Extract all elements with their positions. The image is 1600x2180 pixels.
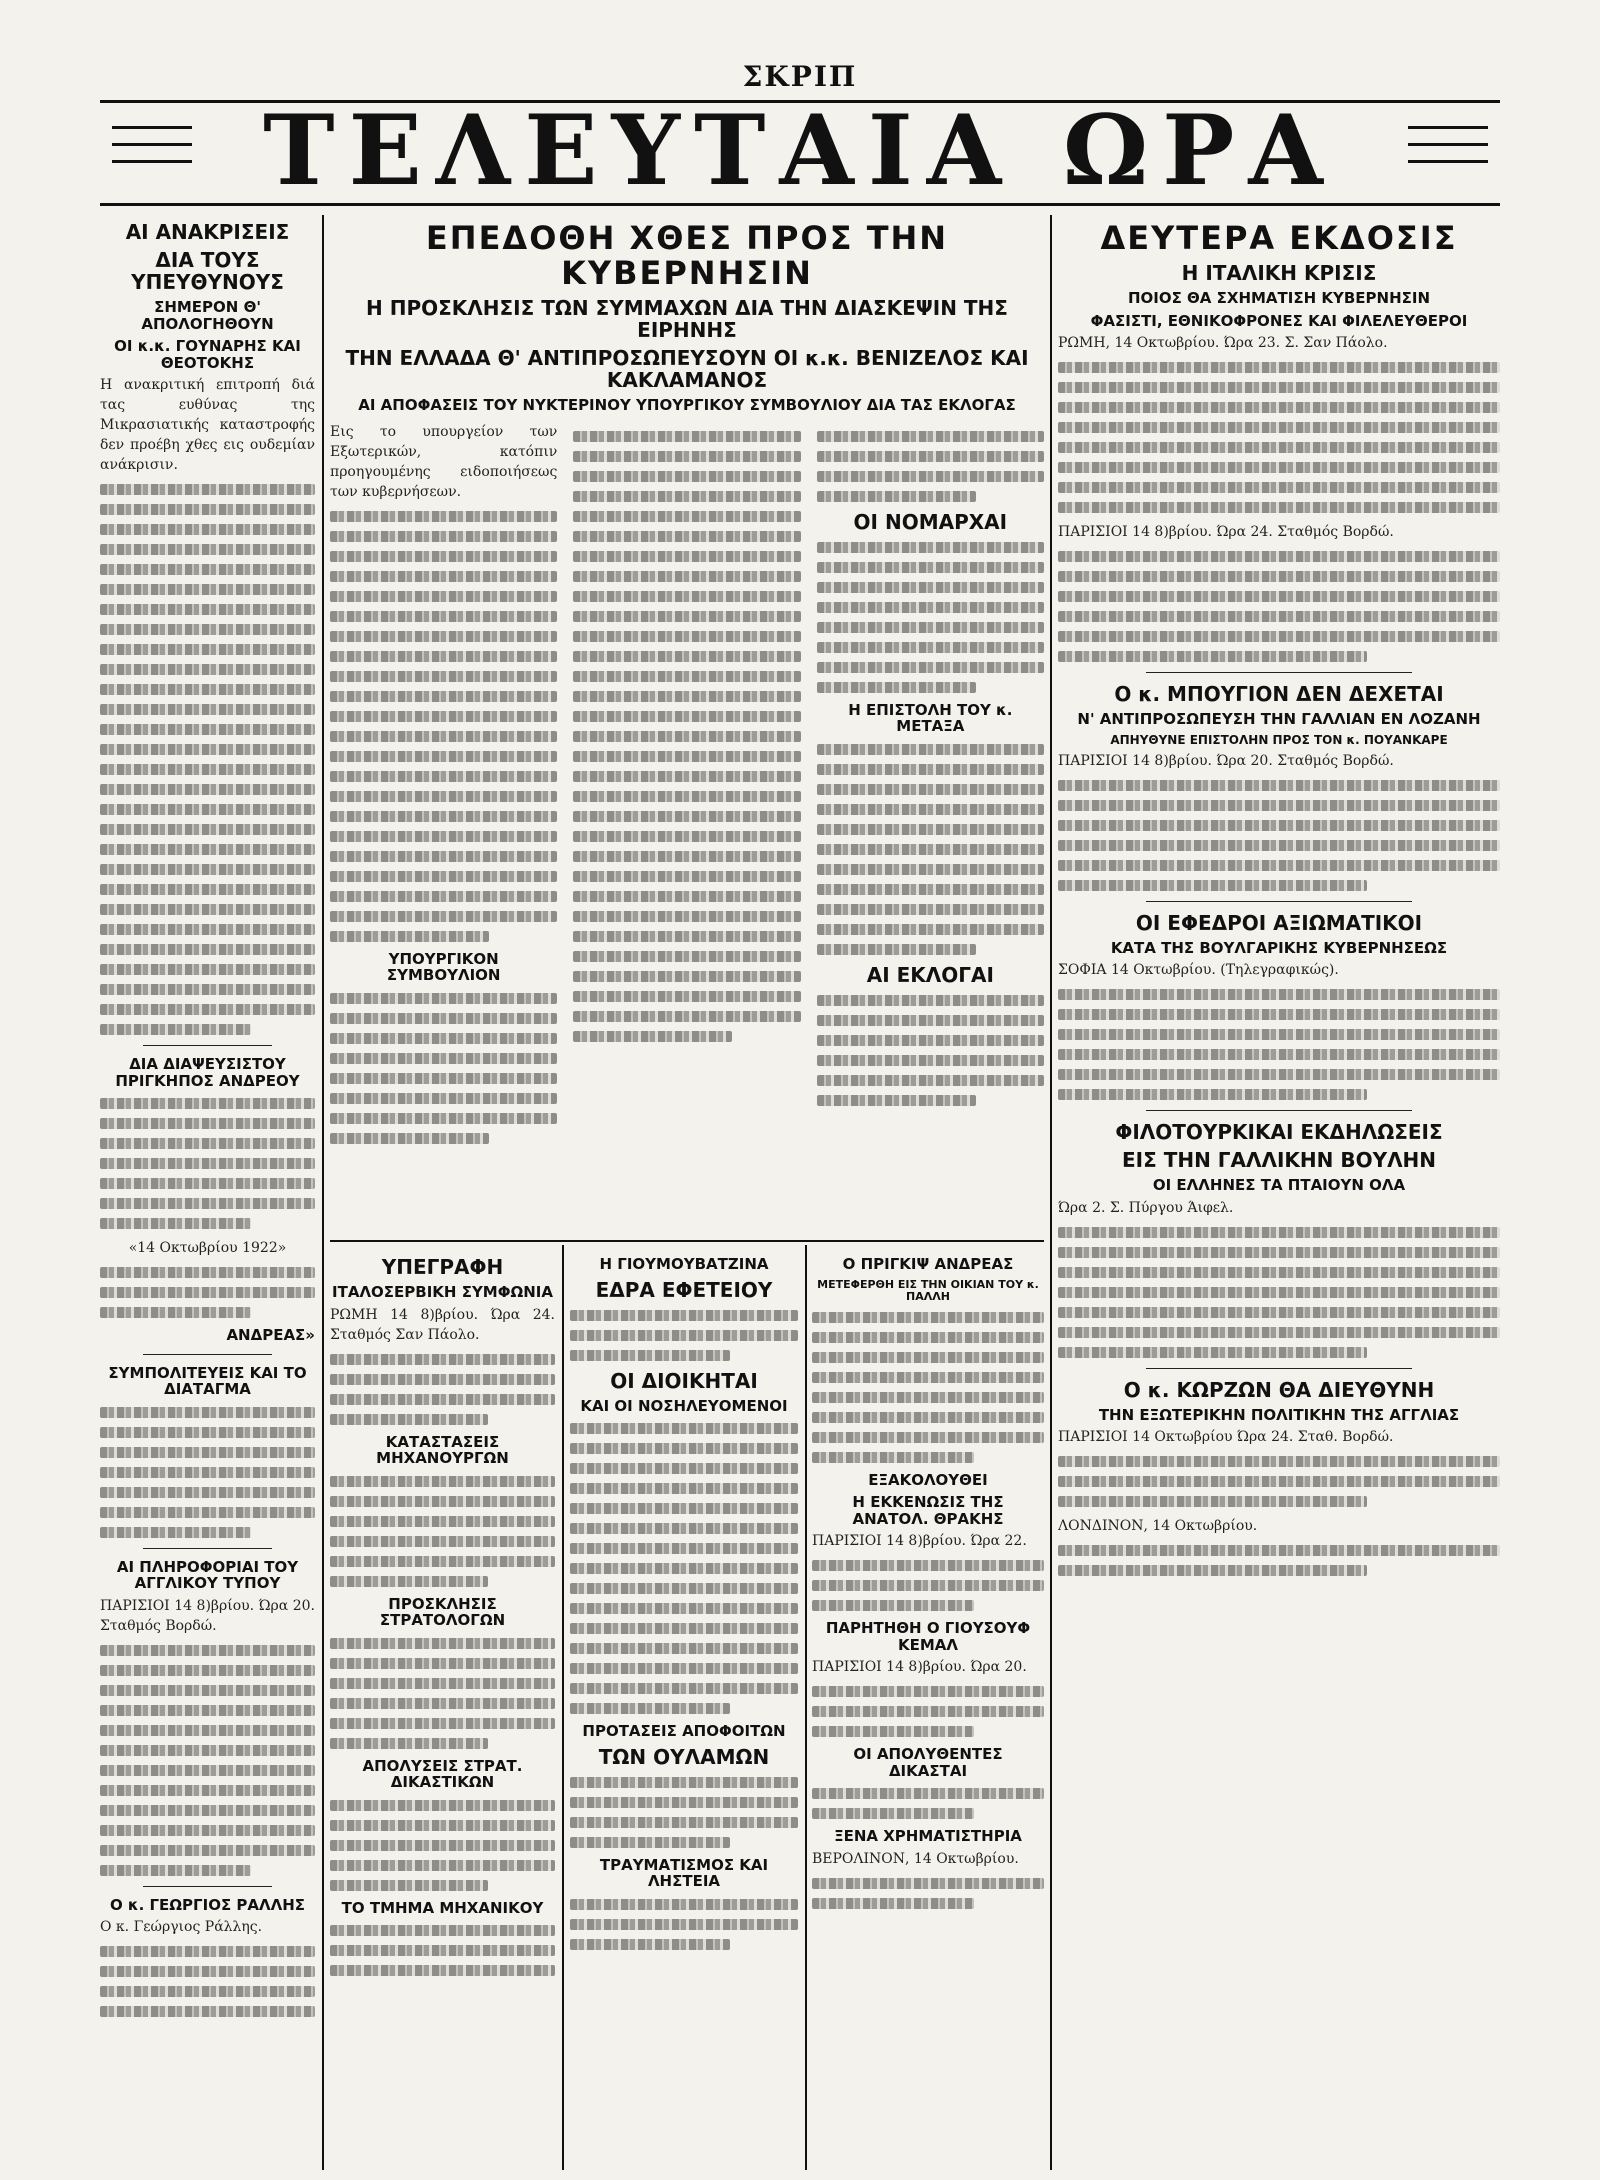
headline: Η ΓΙΟΥΜΟΥΒΑΤΖΙΝΑ <box>599 1255 769 1273</box>
headline: ΥΠΕΓΡΑΦΗ <box>381 1255 504 1279</box>
column-center-upper <box>330 215 1044 1235</box>
article-text: ΣΟΦΙΑ 14 Οκτωβρίου. (Τηλεγραφικώς). <box>1058 962 1339 979</box>
dateline: «14 Οκτωβρίου 1922» <box>128 1240 287 1256</box>
headline: ΤΗΝ ΕΛΛΑΔΑ Θ' ΑΝΤΙΠΡΟΣΩΠΕΥΣΟΥΝ ΟΙ κ.κ. ΒΕΝΙΖΕΛΟΣ ΚΑΙ ΚΑΚΛΑΜΑΝΟΣ <box>345 346 1029 393</box>
headline: ΕΙΣ ΤΗΝ ΓΑΛΛΙΚΗΝ ΒΟΥΛΗΝ <box>1121 1148 1437 1173</box>
article-text: ΠΑΡΙΣΙΟΙ 14 8)βρίου. Ώρα 24. Σταθμός Βορδώ. <box>1058 524 1394 541</box>
article-text: Ο κ. Γεώργιος Ράλλης. <box>100 1919 263 1935</box>
headline: ΕΞΑΚΟΛΟΥΘΕΙ <box>868 1470 988 1489</box>
headline: ΠΑΡΗΤΗΘΗ Ο ΓΙΟΥΣΟΥΦ ΚΕΜΑΛ <box>825 1619 1031 1654</box>
headline: ΕΔΡΑ ΕΦΕΤΕΙΟΥ <box>595 1277 773 1302</box>
column-lower-a <box>330 1250 555 2170</box>
article-text: ΠΑΡΙΣΙΟΙ 14 8)βρίου. Ώρα 20. Σταθμός Βορδώ. <box>1058 752 1394 769</box>
headline: Ο κ. ΚΩΡΖΩΝ ΘΑ ΔΙΕΥΘΥΝΗ <box>1123 1377 1435 1402</box>
column-right <box>1058 215 1500 2170</box>
article-text: ΛΟΝΔΙΝΟΝ, 14 Οκτωβρίου. <box>1058 1518 1258 1535</box>
article-text: Η ανακριτική επιτροπή διά τας ευθύνας της Μικρασιατικής καταστροφής δεν προέβη χθες εις ουδεμίαν ανάκρισιν. <box>100 377 315 473</box>
headline: ΚΑΙ ΟΙ ΝΟΣΗΛΕΥΟΜΕΝΟΙ <box>580 1396 788 1415</box>
headline: ΤΟ ΤΜΗΜΑ ΜΗΧΑΝΙΚΟΥ <box>341 1898 544 1917</box>
subheadline: ΑΠΗΥΘΥΝΕ ΕΠΙΣΤΟΛΗΝ ΠΡΟΣ ΤΟΝ κ. ΠΟΥΑΝΚΑΡΕ <box>1110 732 1448 747</box>
headline: ΑΠΟΛΥΣΕΙΣ ΣΤΡΑΤ. ΔΙΚΑΣΤΙΚΩΝ <box>362 1756 523 1791</box>
headline: ΠΡΟΤΑΣΕΙΣ ΑΠΟΦΟΙΤΩΝ <box>582 1722 786 1740</box>
article-text: Ώρα 2. Σ. Πύργου Άιφελ. <box>1058 1199 1234 1216</box>
headline: ΔΙΑ ΤΟΥΣ ΥΠΕΥΘΥΝΟΥΣ <box>131 248 284 294</box>
headline: ΚΑΤΑ ΤΗΣ ΒΟΥΛΓΑΡΙΚΗΣ ΚΥΒΕΡΝΗΣΕΩΣ <box>1110 938 1448 957</box>
masthead-ornament-right <box>1408 112 1488 188</box>
headline: ΙΤΑΛΟΣΕΡΒΙΚΗ ΣΥΜΦΩΝΙΑ <box>332 1283 553 1301</box>
section-divider <box>330 1240 1044 1242</box>
headline: Η ΕΚΚΕΝΩΣΙΣ ΤΗΣ ΑΝΑΤΟΛ. ΘΡΑΚΗΣ <box>852 1493 1004 1528</box>
article-text: ΡΩΜΗ, 14 Οκτωβρίου. Ώρα 23. Σ. Σαν Πάολο. <box>1058 335 1388 352</box>
headline: ΤΗΝ ΕΞΩΤΕΡΙΚΗΝ ΠΟΛΙΤΙΚΗΝ ΤΗΣ ΑΓΓΛΙΑΣ <box>1098 1405 1460 1424</box>
column-divider <box>322 215 324 2170</box>
article-text: ΠΑΡΙΣΙΟΙ 14 8)βρίου. Ώρα 20. Σταθμός Βορδώ. <box>100 1597 315 1634</box>
headline: ΠΟΙΟΣ ΘΑ ΣΧΗΜΑΤΙΣΗ ΚΥΒΕΡΝΗΣΙΝ <box>1127 289 1431 308</box>
headline: ΕΠΕΔΟΘΗ ΧΘΕΣ ΠΡΟΣ ΤΗΝ ΚΥΒΕΡΝΗΣΙΝ <box>425 219 949 293</box>
headline: ΟΙ ΑΠΟΛΥΘΕΝΤΕΣ ΔΙΚΑΣΤΑΙ <box>853 1745 1003 1780</box>
headline: ΤΩΝ ΟΥΛΑΜΩΝ <box>598 1744 770 1769</box>
headline: ΑΙ ΠΛΗΡΟΦΟΡΙΑΙ ΤΟΥ ΑΓΓΛΙΚΟΥ ΤΥΠΟΥ <box>116 1557 299 1592</box>
column-divider <box>805 1245 807 2170</box>
headline: Η ΙΤΑΛΙΚΗ ΚΡΙΣΙΣ <box>1181 261 1377 286</box>
headline: Η ΠΡΟΣΚΛΗΣΙΣ ΤΩΝ ΣΥΜΜΑΧΩΝ ΔΙΑ ΤΗΝ ΔΙΑΣΚΕΨΙΝ ΤΗΣ ΕΙΡΗΝΗΣ <box>366 296 1008 343</box>
article-text: Εις το υπουργείον των Εξωτερικών, κατόπιν προηγουμένης ειδοποιήσεως των κυβερνήσεων. <box>330 423 558 500</box>
headline: ΥΠΟΥΡΓΙΚΟΝ ΣΥΜΒΟΥΛΙΟΝ <box>386 949 501 985</box>
headline: ΟΙ ΕΛΛΗΝΕΣ ΤΑ ΠΤΑΙΟΥΝ ΟΛΑ <box>1152 1176 1406 1195</box>
headline: ΠΡΟΣΚΛΗΣΙΣ ΣΤΡΑΤΟΛΟΓΩΝ <box>379 1594 506 1629</box>
subheadline: ΜΕΤΕΦΕΡΘΗ ΕΙΣ ΤΗΝ ΟΙΚΙΑΝ ΤΟΥ κ. ΠΑΛΛΗ <box>817 1277 1039 1303</box>
column-divider <box>1050 215 1052 2170</box>
headline: ΦΙΛΟΤΟΥΡΚΙΚΑΙ ΕΚΔΗΛΩΣΕΙΣ <box>1115 1120 1443 1145</box>
headline: ΔΕΥΤΕΡΑ ΕΚΔΟΣΙΣ <box>1100 219 1458 257</box>
page-number: ΣΚΡΙΠ <box>742 60 858 93</box>
article-text: ΡΩΜΗ 14 8)βρίου. Ώρα 24. Σταθμός Σαν Πάολο. <box>330 1306 555 1343</box>
headline: Ο κ. ΓΕΩΡΓΙΟΣ ΡΑΛΛΗΣ <box>109 1895 306 1914</box>
headline: ΤΡΑΥΜΑΤΙΣΜΟΣ ΚΑΙ ΛΗΣΤΕΙΑ <box>599 1855 769 1890</box>
article-text: ΠΑΡΙΣΙΟΙ 14 8)βρίου. Ώρα 22. <box>812 1533 1027 1550</box>
masthead-title: ΤΕΛΕΥΤΑΙΑ ΩΡΑ <box>263 94 1337 207</box>
headline: ΟΙ ΔΙΟΙΚΗΤΑΙ <box>610 1368 758 1393</box>
headline: ΟΙ ΝΟΜΑΡΧΑΙ <box>853 509 1008 534</box>
subheadline: ΑΙ ΑΠΟΦΑΣΕΙΣ ΤΟΥ ΝΥΚΤΕΡΙΝΟΥ ΥΠΟΥΡΓΙΚΟΥ ΣΥΜΒΟΥΛΙΟΥ ΔΙΑ ΤΑΣ ΕΚΛΟΓΑΣ <box>358 396 1016 415</box>
headline: ΞΕΝΑ ΧΡΗΜΑΤΙΣΤΗΡΙΑ <box>834 1827 1022 1846</box>
headline: Ο κ. ΜΠΟΥΓΙΟΝ ΔΕΝ ΔΕΧΕΤΑΙ <box>1114 682 1444 707</box>
column-lower-c <box>812 1250 1044 2170</box>
article-text: ΠΑΡΙΣΙΟΙ 14 Οκτωβρίου Ώρα 24. Σταθ. Βορδώ. <box>1058 1429 1394 1446</box>
headline: ΣΥΜΠΟΛΙΤΕΥΕΙΣ ΚΑΙ ΤΟ ΔΙΑΤΑΓΜΑ <box>108 1363 307 1398</box>
headline: ΚΑΤΑΣΤΑΣΕΙΣ ΜΗΧΑΝΟΥΡΓΩΝ <box>376 1432 509 1467</box>
headline: ΑΙ ΕΚΛΟΓΑΙ <box>866 962 994 987</box>
subheadline: ΣΗΜΕΡΟΝ Θ' ΑΠΟΛΟΓΗΘΟΥΝ <box>141 298 274 333</box>
article-text: ΒΕΡΟΛΙΝΟΝ, 14 Οκτωβρίου. <box>812 1850 1019 1867</box>
masthead-ornament-left <box>112 112 192 188</box>
column-left <box>100 215 315 2170</box>
column-lower-b <box>570 1250 798 2170</box>
headline: ΔΙΑ ΔΙΑΨΕΥΣΙΣΤΟΥ ΠΡΙΓΚΗΠΟΣ ΑΝΔΡΕΟΥ <box>115 1055 300 1090</box>
headline: Η ΕΠΙΣΤΟΛΗ ΤΟΥ κ. ΜΕΤΑΞΑ <box>848 700 1013 736</box>
headline: ΟΙ ΕΦΕΔΡΟΙ ΑΞΙΩΜΑΤΙΚΟΙ <box>1135 910 1423 935</box>
headline: ΑΙ ΑΝΑΚΡΙΣΕΙΣ <box>125 220 290 244</box>
headline: Ν' ΑΝΤΙΠΡΟΣΩΠΕΥΣΗ ΤΗΝ ΓΑΛΛΙΑΝ ΕΝ ΛΟΖΑΝΗ <box>1077 710 1481 729</box>
subheadline: ΟΙ κ.κ. ΓΟΥΝΑΡΗΣ ΚΑΙ ΘΕΟΤΟΚΗΣ <box>114 337 301 372</box>
subheadline: ΦΑΣΙΣΤΙ, ΕΘΝΙΚΟΦΡΟΝΕΣ ΚΑΙ ΦΙΛΕΛΕΥΘΕΡΟΙ <box>1090 311 1468 330</box>
article-text: ΠΑΡΙΣΙΟΙ 14 8)βρίου. Ώρα 20. <box>812 1659 1027 1676</box>
column-divider <box>562 1245 564 2170</box>
headline: Ο ΠΡΙΓΚΙΨ ΑΝΔΡΕΑΣ <box>842 1255 1014 1273</box>
signature: ΑΝΔΡΕΑΣ» <box>226 1326 315 1344</box>
